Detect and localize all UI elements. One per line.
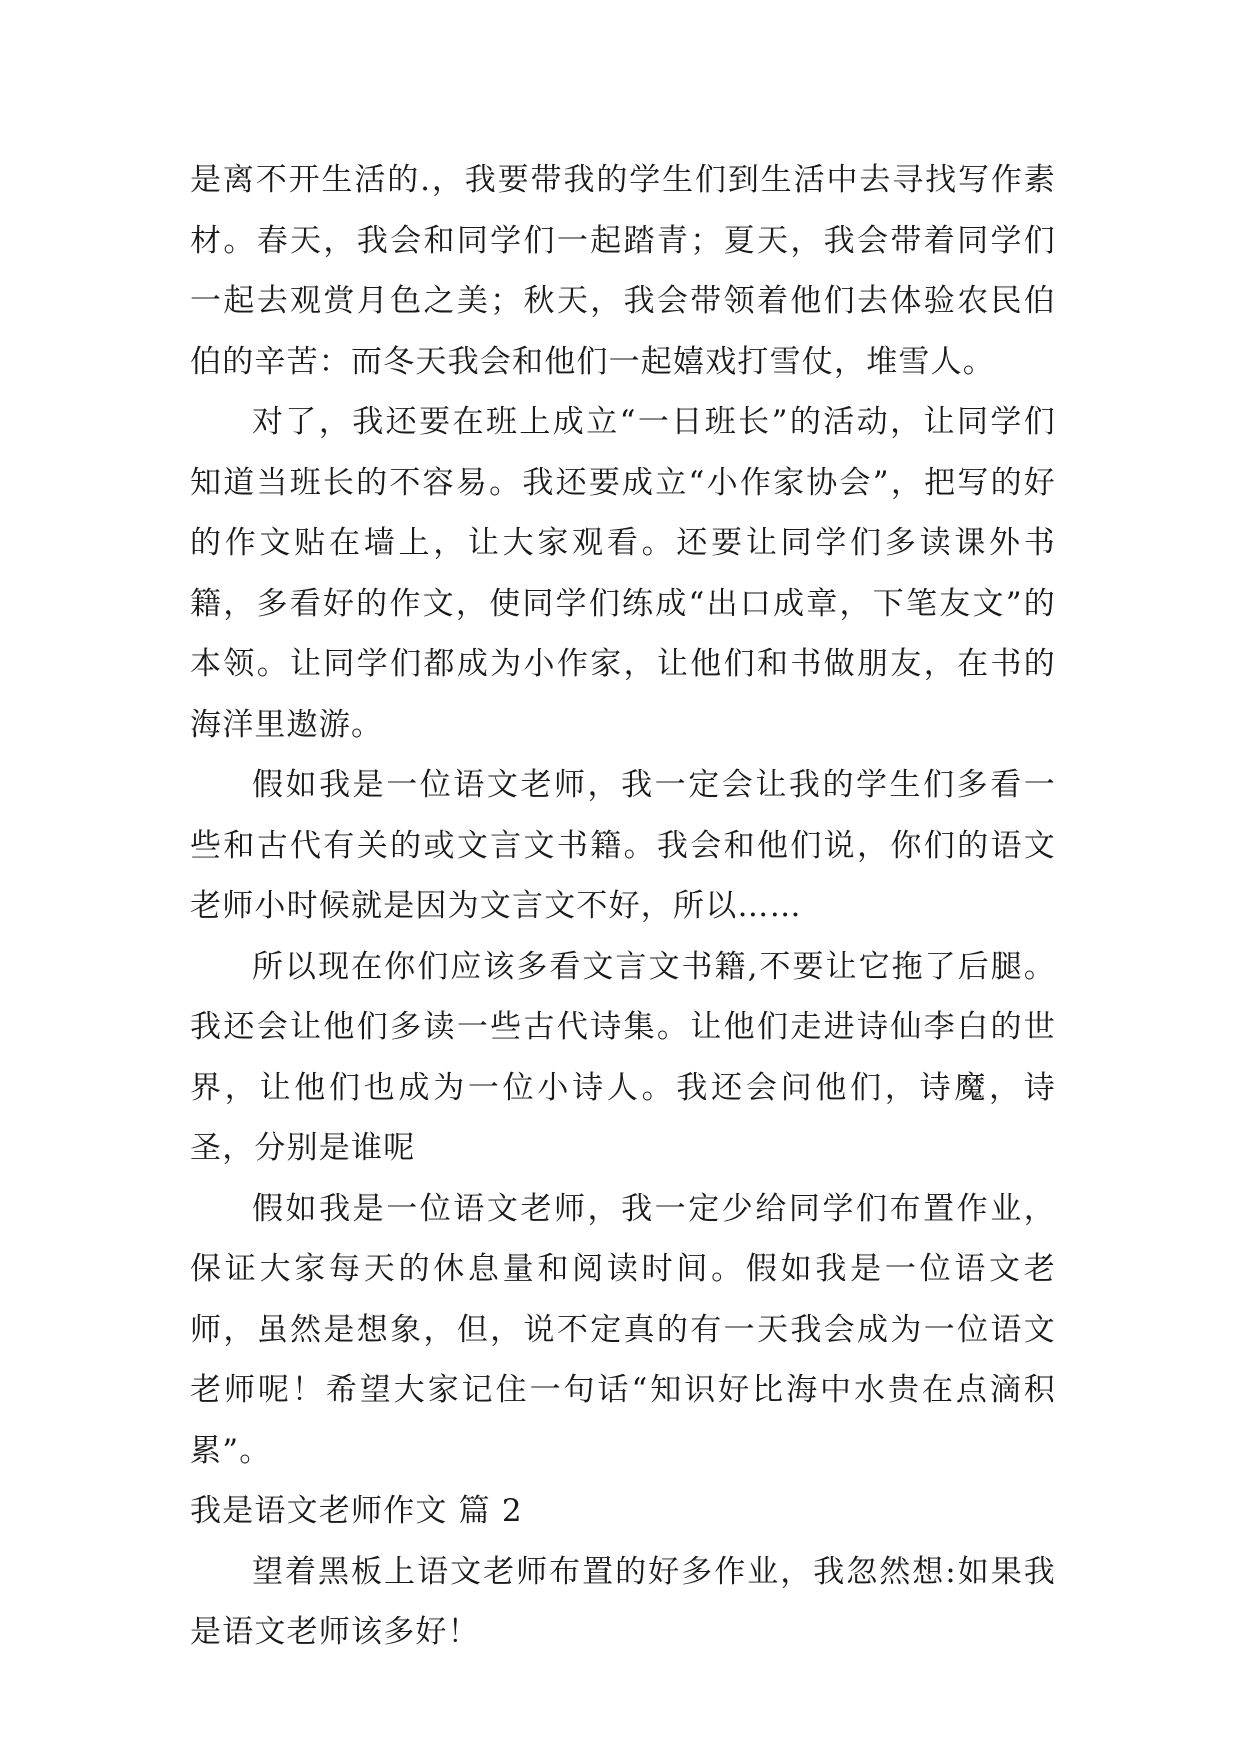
document-body — [190, 150, 1056, 1663]
paragraph-1: 是离不开生活的.，我要带我的学生们到生活中去寻找写作素材。春天，我会和同学们一起踏青；夏天，我会带着同学们一起去观赏月色之美；秋天，我会带领着他们去体验农民伯伯的辛苦：而冬天我会和他们一起嬉戏打雪仗，堆雪人。 — [190, 162, 1056, 380]
paragraph-6: 望着黑板上语文老师布置的好多作业，我忽然想:如果我是语文老师该多好！ — [190, 1553, 1056, 1650]
paragraph-4: 所以现在你们应该多看文言文书籍,不要让它拖了后腿。我还会让他们多读一些古代诗集。让他们走进诗仙李白的世界，让他们也成为一位小诗人。我还会问他们，诗魔，诗圣，分别是谁呢 — [190, 948, 1056, 1166]
paragraph-2: 对了，我还要在班上成立“一日班长”的活动，让同学们知道当班长的不容易。我还要成立“小作家协会”，把写的好的作文贴在墙上，让大家观看。还要让同学们多读课外书籍，多看好的作文，使同学们练成“出口成章，下笔友文”的本领。让同学们都成为小作家，让他们和书做朋友，在书的海洋里遨游。 — [190, 404, 1056, 743]
paragraph-5: 假如我是一位语文老师，我一定少给同学们布置作业，保证大家每天的休息量和阅读时间。假如我是一位语文老师，虽然是想象，但，说不定真的有一天我会成为一位语文老师呢！希望大家记住一句话“知识好比海中水贵在点滴积累”。 — [190, 1190, 1056, 1469]
section-heading: 我是语文老师作文 篇 2 — [190, 1493, 523, 1529]
paragraph-3: 假如我是一位语文老师，我一定会让我的学生们多看一些和古代有关的或文言文书籍。我会和他们说，你们的语文老师小时候就是因为文言文不好，所以…… — [190, 767, 1056, 924]
